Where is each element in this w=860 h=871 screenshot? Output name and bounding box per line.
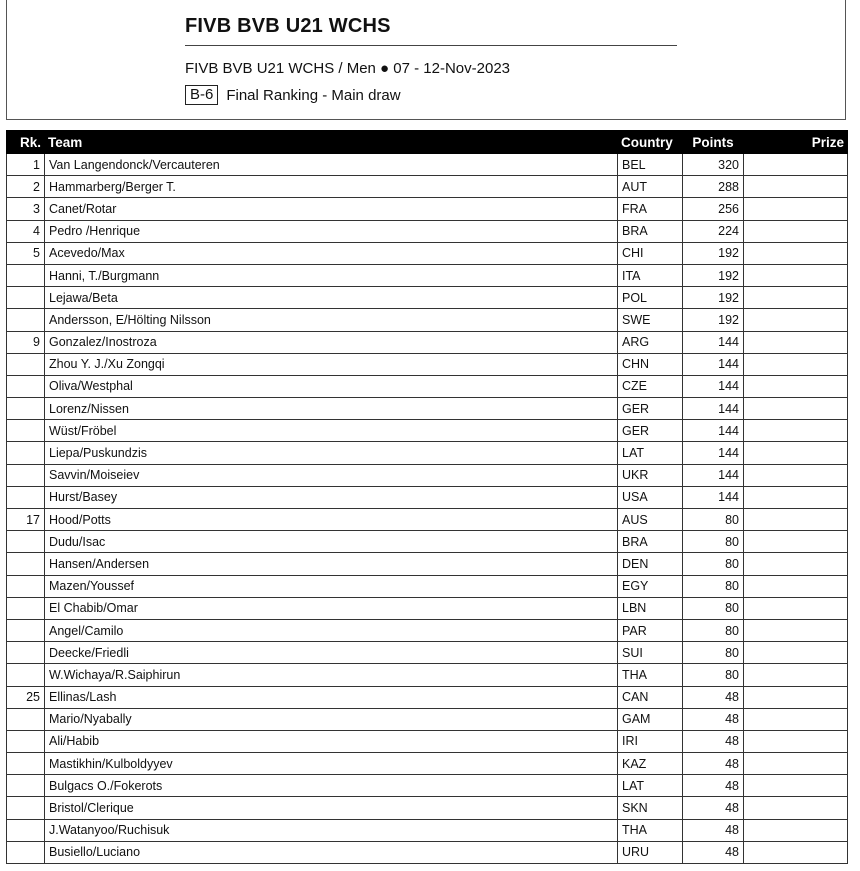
cell-country: POL (618, 287, 683, 309)
cell-team: Mario/Nyabally (45, 708, 618, 730)
cell-rank (7, 287, 45, 309)
cell-prize (744, 464, 848, 486)
cell-country: IRI (618, 730, 683, 752)
table-row (7, 619, 848, 641)
table-row (7, 287, 848, 309)
cell-points: 48 (683, 819, 744, 841)
cell-rank: 3 (7, 198, 45, 220)
cell-team: Mastikhin/Kulboldyyev (45, 753, 618, 775)
cell-team: Bristol/Clerique (45, 797, 618, 819)
cell-team: Ali/Habib (45, 730, 618, 752)
cell-team: Canet/Rotar (45, 198, 618, 220)
cell-prize (744, 841, 848, 863)
table-row (7, 486, 848, 508)
table-row (7, 264, 848, 286)
cell-country: AUS (618, 509, 683, 531)
cell-points: 144 (683, 331, 744, 353)
cell-points: 144 (683, 442, 744, 464)
cell-points: 80 (683, 642, 744, 664)
cell-country: AUT (618, 176, 683, 198)
cell-country: CHI (618, 242, 683, 264)
table-header-row (7, 131, 848, 154)
cell-points: 144 (683, 486, 744, 508)
cell-rank (7, 420, 45, 442)
cell-prize (744, 819, 848, 841)
table-row (7, 242, 848, 264)
cell-points: 80 (683, 531, 744, 553)
table-row (7, 686, 848, 708)
cell-team: Hansen/Andersen (45, 553, 618, 575)
cell-country: THA (618, 664, 683, 686)
cell-prize (744, 642, 848, 664)
table-row (7, 398, 848, 420)
cell-rank: 5 (7, 242, 45, 264)
cell-country: GER (618, 420, 683, 442)
cell-country: DEN (618, 553, 683, 575)
column-header-country: Country (618, 131, 683, 154)
cell-points: 192 (683, 242, 744, 264)
cell-rank: 2 (7, 176, 45, 198)
cell-points: 256 (683, 198, 744, 220)
cell-team: Savvin/Moiseiev (45, 464, 618, 486)
title-divider (185, 45, 677, 46)
table-row (7, 642, 848, 664)
cell-team: Liepa/Puskundzis (45, 442, 618, 464)
cell-team: Oliva/Westphal (45, 375, 618, 397)
document-title: FIVB BVB U21 WCHS (185, 15, 391, 37)
table-row (7, 198, 848, 220)
cell-rank: 4 (7, 220, 45, 242)
cell-points: 320 (683, 154, 744, 176)
cell-team: W.Wichaya/R.Saiphirun (45, 664, 618, 686)
cell-prize (744, 686, 848, 708)
cell-country: CZE (618, 375, 683, 397)
cell-prize (744, 509, 848, 531)
cell-prize (744, 220, 848, 242)
cell-team: Lejawa/Beta (45, 287, 618, 309)
cell-rank (7, 375, 45, 397)
cell-rank (7, 309, 45, 331)
cell-points: 48 (683, 775, 744, 797)
report-code-badge: B-6 (185, 85, 218, 105)
cell-team: El Chabib/Omar (45, 597, 618, 619)
cell-rank (7, 753, 45, 775)
table-row (7, 797, 848, 819)
cell-country: USA (618, 486, 683, 508)
cell-points: 144 (683, 375, 744, 397)
cell-country: LBN (618, 597, 683, 619)
cell-country: GER (618, 398, 683, 420)
cell-team: Lorenz/Nissen (45, 398, 618, 420)
cell-team: Gonzalez/Inostroza (45, 331, 618, 353)
cell-team: Deecke/Friedli (45, 642, 618, 664)
cell-team: J.Watanyoo/Ruchisuk (45, 819, 618, 841)
cell-country: FRA (618, 198, 683, 220)
cell-team: Pedro /Henrique (45, 220, 618, 242)
cell-points: 48 (683, 841, 744, 863)
cell-rank (7, 597, 45, 619)
cell-prize (744, 575, 848, 597)
cell-country: SUI (618, 642, 683, 664)
table-row (7, 819, 848, 841)
table-row (7, 708, 848, 730)
cell-points: 80 (683, 575, 744, 597)
column-header-rank: Rk. (7, 131, 45, 154)
cell-rank (7, 353, 45, 375)
cell-country: SWE (618, 309, 683, 331)
cell-team: Busiello/Luciano (45, 841, 618, 863)
cell-points: 80 (683, 509, 744, 531)
cell-prize (744, 264, 848, 286)
table-row (7, 841, 848, 863)
cell-prize (744, 597, 848, 619)
cell-points: 48 (683, 730, 744, 752)
cell-prize (744, 775, 848, 797)
table-row (7, 176, 848, 198)
table-row (7, 664, 848, 686)
cell-prize (744, 797, 848, 819)
cell-team: Van Langendonck/Vercauteren (45, 154, 618, 176)
cell-team: Hanni, T./Burgmann (45, 264, 618, 286)
cell-points: 48 (683, 797, 744, 819)
cell-country: CAN (618, 686, 683, 708)
cell-rank (7, 708, 45, 730)
cell-country: SKN (618, 797, 683, 819)
cell-prize (744, 730, 848, 752)
table-row (7, 730, 848, 752)
cell-rank (7, 486, 45, 508)
table-row (7, 220, 848, 242)
table-row (7, 531, 848, 553)
cell-country: BRA (618, 531, 683, 553)
cell-rank (7, 841, 45, 863)
cell-rank (7, 619, 45, 641)
column-header-points: Points (683, 131, 744, 154)
column-header-prize: Prize (744, 131, 848, 154)
cell-prize (744, 708, 848, 730)
cell-prize (744, 420, 848, 442)
ranking-table (6, 130, 848, 864)
table-row (7, 464, 848, 486)
cell-prize (744, 664, 848, 686)
cell-prize (744, 353, 848, 375)
cell-country: PAR (618, 619, 683, 641)
table-row (7, 420, 848, 442)
cell-country: BEL (618, 154, 683, 176)
cell-country: ITA (618, 264, 683, 286)
document-header (6, 0, 846, 120)
table-row (7, 553, 848, 575)
cell-prize (744, 375, 848, 397)
cell-team: Zhou Y. J./Xu Zongqi (45, 353, 618, 375)
cell-team: Acevedo/Max (45, 242, 618, 264)
cell-prize (744, 242, 848, 264)
cell-rank (7, 442, 45, 464)
cell-prize (744, 619, 848, 641)
cell-rank (7, 464, 45, 486)
cell-rank: 17 (7, 509, 45, 531)
cell-prize (744, 287, 848, 309)
cell-country: UKR (618, 464, 683, 486)
cell-rank (7, 553, 45, 575)
cell-country: BRA (618, 220, 683, 242)
cell-prize (744, 331, 848, 353)
cell-rank: 1 (7, 154, 45, 176)
cell-points: 80 (683, 553, 744, 575)
cell-country: THA (618, 819, 683, 841)
cell-country: LAT (618, 775, 683, 797)
report-line (185, 85, 401, 105)
column-header-team: Team (45, 131, 618, 154)
cell-team: Ellinas/Lash (45, 686, 618, 708)
cell-prize (744, 176, 848, 198)
cell-rank (7, 575, 45, 597)
cell-rank (7, 797, 45, 819)
cell-rank (7, 664, 45, 686)
cell-team: Angel/Camilo (45, 619, 618, 641)
cell-country: CHN (618, 353, 683, 375)
cell-points: 192 (683, 287, 744, 309)
document-subtitle: FIVB BVB U21 WCHS / Men ● 07 - 12-Nov-2023 (185, 60, 511, 77)
cell-prize (744, 154, 848, 176)
cell-rank: 9 (7, 331, 45, 353)
table-row (7, 575, 848, 597)
cell-country: LAT (618, 442, 683, 464)
cell-points: 48 (683, 686, 744, 708)
cell-team: Hurst/Basey (45, 486, 618, 508)
cell-points: 144 (683, 398, 744, 420)
cell-team: Andersson, E/Hölting Nilsson (45, 309, 618, 331)
cell-points: 224 (683, 220, 744, 242)
cell-team: Mazen/Youssef (45, 575, 618, 597)
cell-country: EGY (618, 575, 683, 597)
cell-rank (7, 398, 45, 420)
cell-team: Wüst/Fröbel (45, 420, 618, 442)
ranking-table-body (7, 154, 848, 864)
table-row (7, 509, 848, 531)
cell-rank (7, 819, 45, 841)
cell-team: Bulgacs O./Fokerots (45, 775, 618, 797)
cell-points: 80 (683, 597, 744, 619)
cell-points: 80 (683, 619, 744, 641)
table-row (7, 442, 848, 464)
cell-points: 48 (683, 753, 744, 775)
cell-country: URU (618, 841, 683, 863)
cell-prize (744, 309, 848, 331)
cell-country: KAZ (618, 753, 683, 775)
cell-points: 48 (683, 708, 744, 730)
cell-rank (7, 531, 45, 553)
cell-points: 192 (683, 264, 744, 286)
cell-prize (744, 531, 848, 553)
cell-points: 144 (683, 353, 744, 375)
cell-prize (744, 198, 848, 220)
cell-country: GAM (618, 708, 683, 730)
cell-country: ARG (618, 331, 683, 353)
table-row (7, 309, 848, 331)
cell-rank (7, 730, 45, 752)
cell-rank (7, 642, 45, 664)
cell-points: 144 (683, 420, 744, 442)
cell-rank: 25 (7, 686, 45, 708)
table-row (7, 353, 848, 375)
cell-prize (744, 398, 848, 420)
cell-points: 288 (683, 176, 744, 198)
table-row (7, 331, 848, 353)
table-row (7, 154, 848, 176)
cell-points: 80 (683, 664, 744, 686)
cell-rank (7, 775, 45, 797)
table-row (7, 753, 848, 775)
cell-points: 144 (683, 464, 744, 486)
table-row (7, 597, 848, 619)
cell-prize (744, 442, 848, 464)
table-row (7, 375, 848, 397)
cell-team: Hood/Potts (45, 509, 618, 531)
report-name: Final Ranking - Main draw (226, 86, 401, 104)
table-row (7, 775, 848, 797)
cell-team: Hammarberg/Berger T. (45, 176, 618, 198)
cell-prize (744, 753, 848, 775)
cell-rank (7, 264, 45, 286)
cell-prize (744, 553, 848, 575)
cell-points: 192 (683, 309, 744, 331)
cell-team: Dudu/Isac (45, 531, 618, 553)
cell-prize (744, 486, 848, 508)
